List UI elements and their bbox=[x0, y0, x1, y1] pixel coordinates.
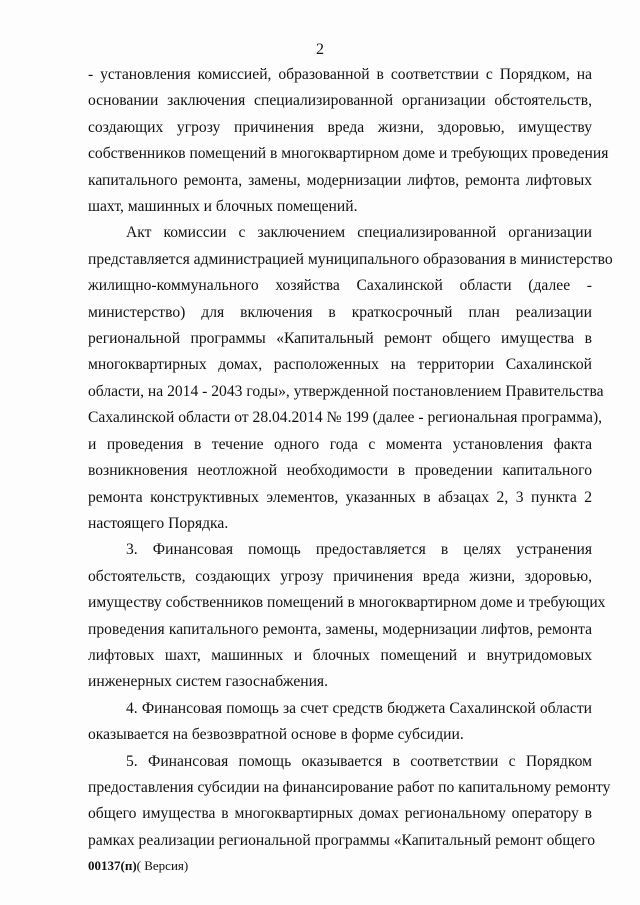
paragraph-5 bbox=[88, 749, 611, 855]
text-line: лифтовых шахт, машинных и блочных помещений и внутридомовых bbox=[88, 646, 592, 664]
text-line: оказывается на безвозвратной основе в форме субсидии. bbox=[88, 726, 464, 744]
text-line: создающих угрозу причинения вреда жизни, здоровью, имуществу bbox=[88, 118, 592, 136]
page-number: 2 bbox=[316, 41, 324, 58]
text-line: 3. Финансовая помощь предоставляется в целях устранения bbox=[126, 541, 592, 559]
text-line: 5. Финансовая помощь оказывается в соответствии с Порядком bbox=[126, 752, 592, 770]
text-line: министерство) для включения в краткосрочный план реализации bbox=[88, 303, 592, 321]
text-line: общего имущества в многоквартирных домах региональному оператору в bbox=[88, 805, 592, 823]
text-line: собственников помещений в многоквартирном доме и требующих проведения bbox=[88, 145, 609, 163]
text-line: рамках реализации региональной программы «Капитальный ремонт общего bbox=[88, 831, 596, 849]
text-line: представляется администрацией муниципального образования в министерство bbox=[88, 250, 613, 268]
text-line: имуществу собственников помещений в многоквартирном доме и требующих bbox=[88, 594, 606, 612]
paragraph-3 bbox=[88, 537, 606, 695]
text-line: - установления комиссией, образованной в соответствии с Порядком, на bbox=[88, 66, 592, 83]
document-code: 00137(п) bbox=[88, 858, 137, 873]
text-line: капитального ремонта, замены, модернизации лифтов, ремонта лифтовых bbox=[88, 171, 592, 189]
text-line: жилищно-коммунального хозяйства Сахалинской области (далее - bbox=[88, 277, 592, 295]
text-line: Акт комиссии с заключением специализированной организации bbox=[126, 224, 592, 242]
document-footer bbox=[88, 858, 188, 874]
text-line: проведения капитального ремонта, замены, модернизации лифтов, ремонта bbox=[88, 620, 592, 638]
paragraph-2 bbox=[88, 220, 613, 537]
text-line: региональной программы «Капитальный ремонт общего имущества в bbox=[88, 330, 592, 348]
text-line: возникновения неотложной необходимости в проведении капитального bbox=[88, 462, 592, 480]
text-line: обстоятельств, создающих угрозу причинения вреда жизни, здоровью, bbox=[88, 567, 592, 585]
text-line: настоящего Порядка. bbox=[88, 514, 229, 532]
paragraph-1 bbox=[88, 62, 609, 220]
text-line: и проведения в течение одного года с момента установления факта bbox=[88, 435, 592, 453]
text-line: предоставления субсидии на финансирование работ по капитальному ремонту bbox=[88, 778, 611, 796]
text-line: основании заключения специализированной организации обстоятельств, bbox=[88, 92, 592, 110]
document-body bbox=[88, 62, 613, 854]
paragraph-4 bbox=[88, 696, 592, 749]
version-label: ( Версия) bbox=[136, 858, 189, 873]
text-line: инженерных систем газоснабжения. bbox=[88, 673, 329, 691]
text-line: Сахалинской области от 28.04.2014 № 199 (далее - региональная программа), bbox=[88, 409, 603, 427]
text-line: шахт, машинных и блочных помещений. bbox=[88, 198, 358, 216]
text-line: области, на 2014 - 2043 годы», утвержденной постановлением Правительства bbox=[88, 382, 604, 400]
text-line: ремонта конструктивных элементов, указанных в абзацах 2, 3 пункта 2 bbox=[88, 488, 592, 506]
text-line: 4. Финансовая помощь за счет средств бюджета Сахалинской области bbox=[126, 699, 592, 717]
text-line: многоквартирных домах, расположенных на территории Сахалинской bbox=[88, 356, 592, 374]
